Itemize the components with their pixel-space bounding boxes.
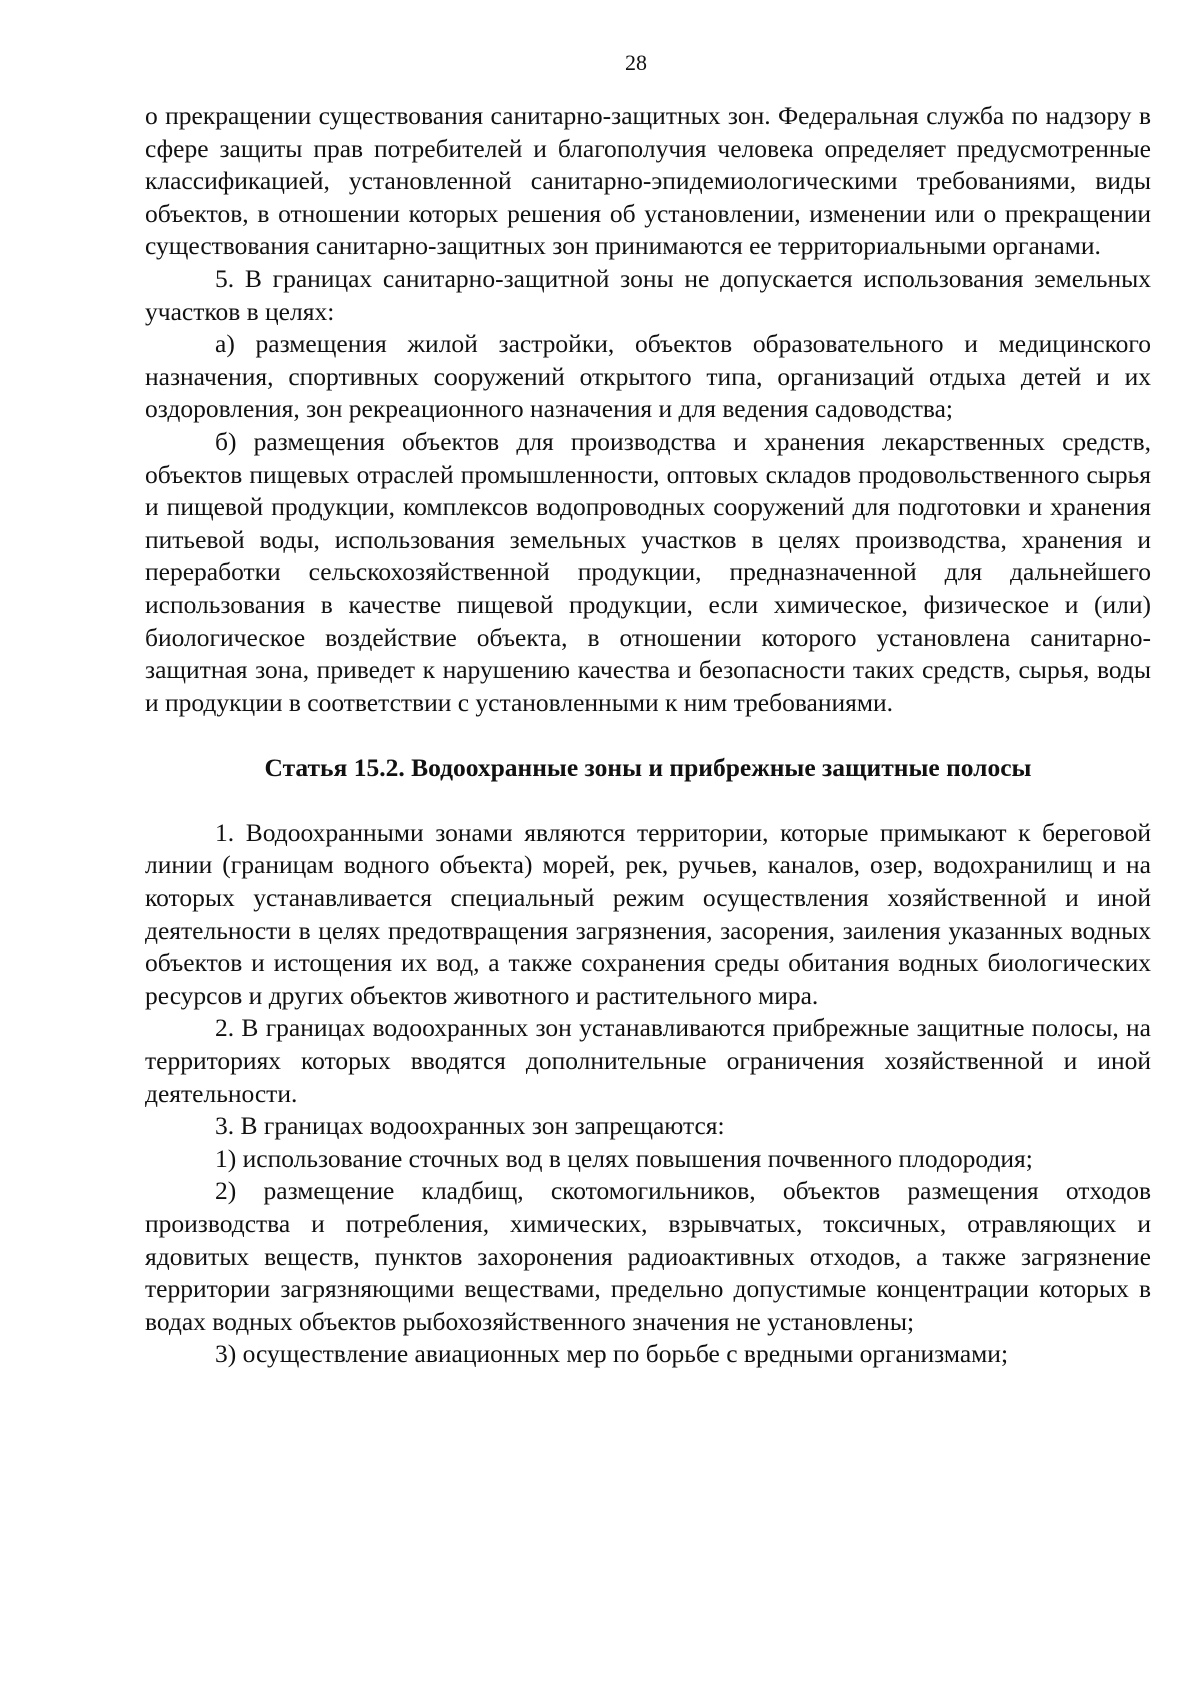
page-number: 28 xyxy=(625,50,647,75)
paragraph-prohibition-3: 3) осуществление авиационных мер по борьбе с вредными организмами; xyxy=(215,1339,1009,1369)
paragraph-item-5: 5. В границах санитарно-защитной зоны не допускается использования земельных участков в целях: xyxy=(145,263,1151,326)
paragraph-continuation: о прекращении существования санитарно-защитных зон. Федеральная служба по надзору в сфере защиты прав потребителей и благополучия человека определяет предусмотренные классификацией, установленной санитарно-эпидемиологическими требованиями, виды объектов, в отношении которых решения об установлении, изменении или о прекращении существования санитарно-защитных зон принимаются ее территориальными органами. xyxy=(145,101,1151,261)
paragraph-prohibition-2: 2) размещение кладбищ, скотомогильников, объектов размещения отходов производства и потребления, химических, взрывчатых, токсичных, отравляющих и ядовитых веществ, пунктов захоронения радиоактивных отходов, а также загрязнение территории загрязняющими веществами, предельно допустимые концентрации которых в водах водных объектов рыбохозяйственного значения не установлены; xyxy=(145,1176,1151,1336)
paragraph-item-2: 2. В границах водоохранных зон устанавливаются прибрежные защитные полосы, на территориях которых вводятся дополнительные ограничения хозяйственной и иной деятельности. xyxy=(145,1013,1151,1108)
document-page xyxy=(145,48,1151,1371)
paragraph-item-1: 1. Водоохранными зонами являются территории, которые примыкают к береговой линии (границам водного объекта) морей, рек, ручьев, каналов, озер, водохранилищ и на которых устанавливается специальный режим осуществления хозяйственной и иной деятельности в целях предотвращения загрязнения, засорения, заиления указанных водных объектов и истощения их вод, а также сохранения среды обитания водных биологических ресурсов и других объектов животного и растительного мира. xyxy=(145,817,1151,1010)
paragraph-prohibition-1: 1) использование сточных вод в целях повышения почвенного плодородия; xyxy=(215,1143,1033,1173)
paragraph-subitem-a: а) размещения жилой застройки, объектов образовательного и медицинского назначения, спортивных сооружений открытого типа, организаций отдыха детей и их оздоровления, зон рекреационного назначения и для ведения садоводства; xyxy=(145,329,1151,424)
paragraph-subitem-b: б) размещения объектов для производства и хранения лекарственных средств, объектов пищевых отраслей промышленности, оптовых складов продовольственного сырья и пищевой продукции, комплексов водопроводных сооружений для подготовки и хранения питьевой воды, использования земельных участков в целях производства, хранения и переработки сельскохозяйственной продукции, предназначенной для дальнейшего использования в качестве пищевой продукции, если химическое, физическое и (или) биологическое воздействие объекта, в отношении которого установлена санитарно-защитная зона, приведет к нарушению качества и безопасности таких средств, сырья, воды и продукции в соответствии с установленными к ним требованиями. xyxy=(145,426,1151,717)
paragraph-item-3: 3. В границах водоохранных зон запрещаются: xyxy=(215,1111,725,1141)
article-heading: Статья 15.2. Водоохранные зоны и прибрежные защитные полосы xyxy=(264,753,1032,783)
